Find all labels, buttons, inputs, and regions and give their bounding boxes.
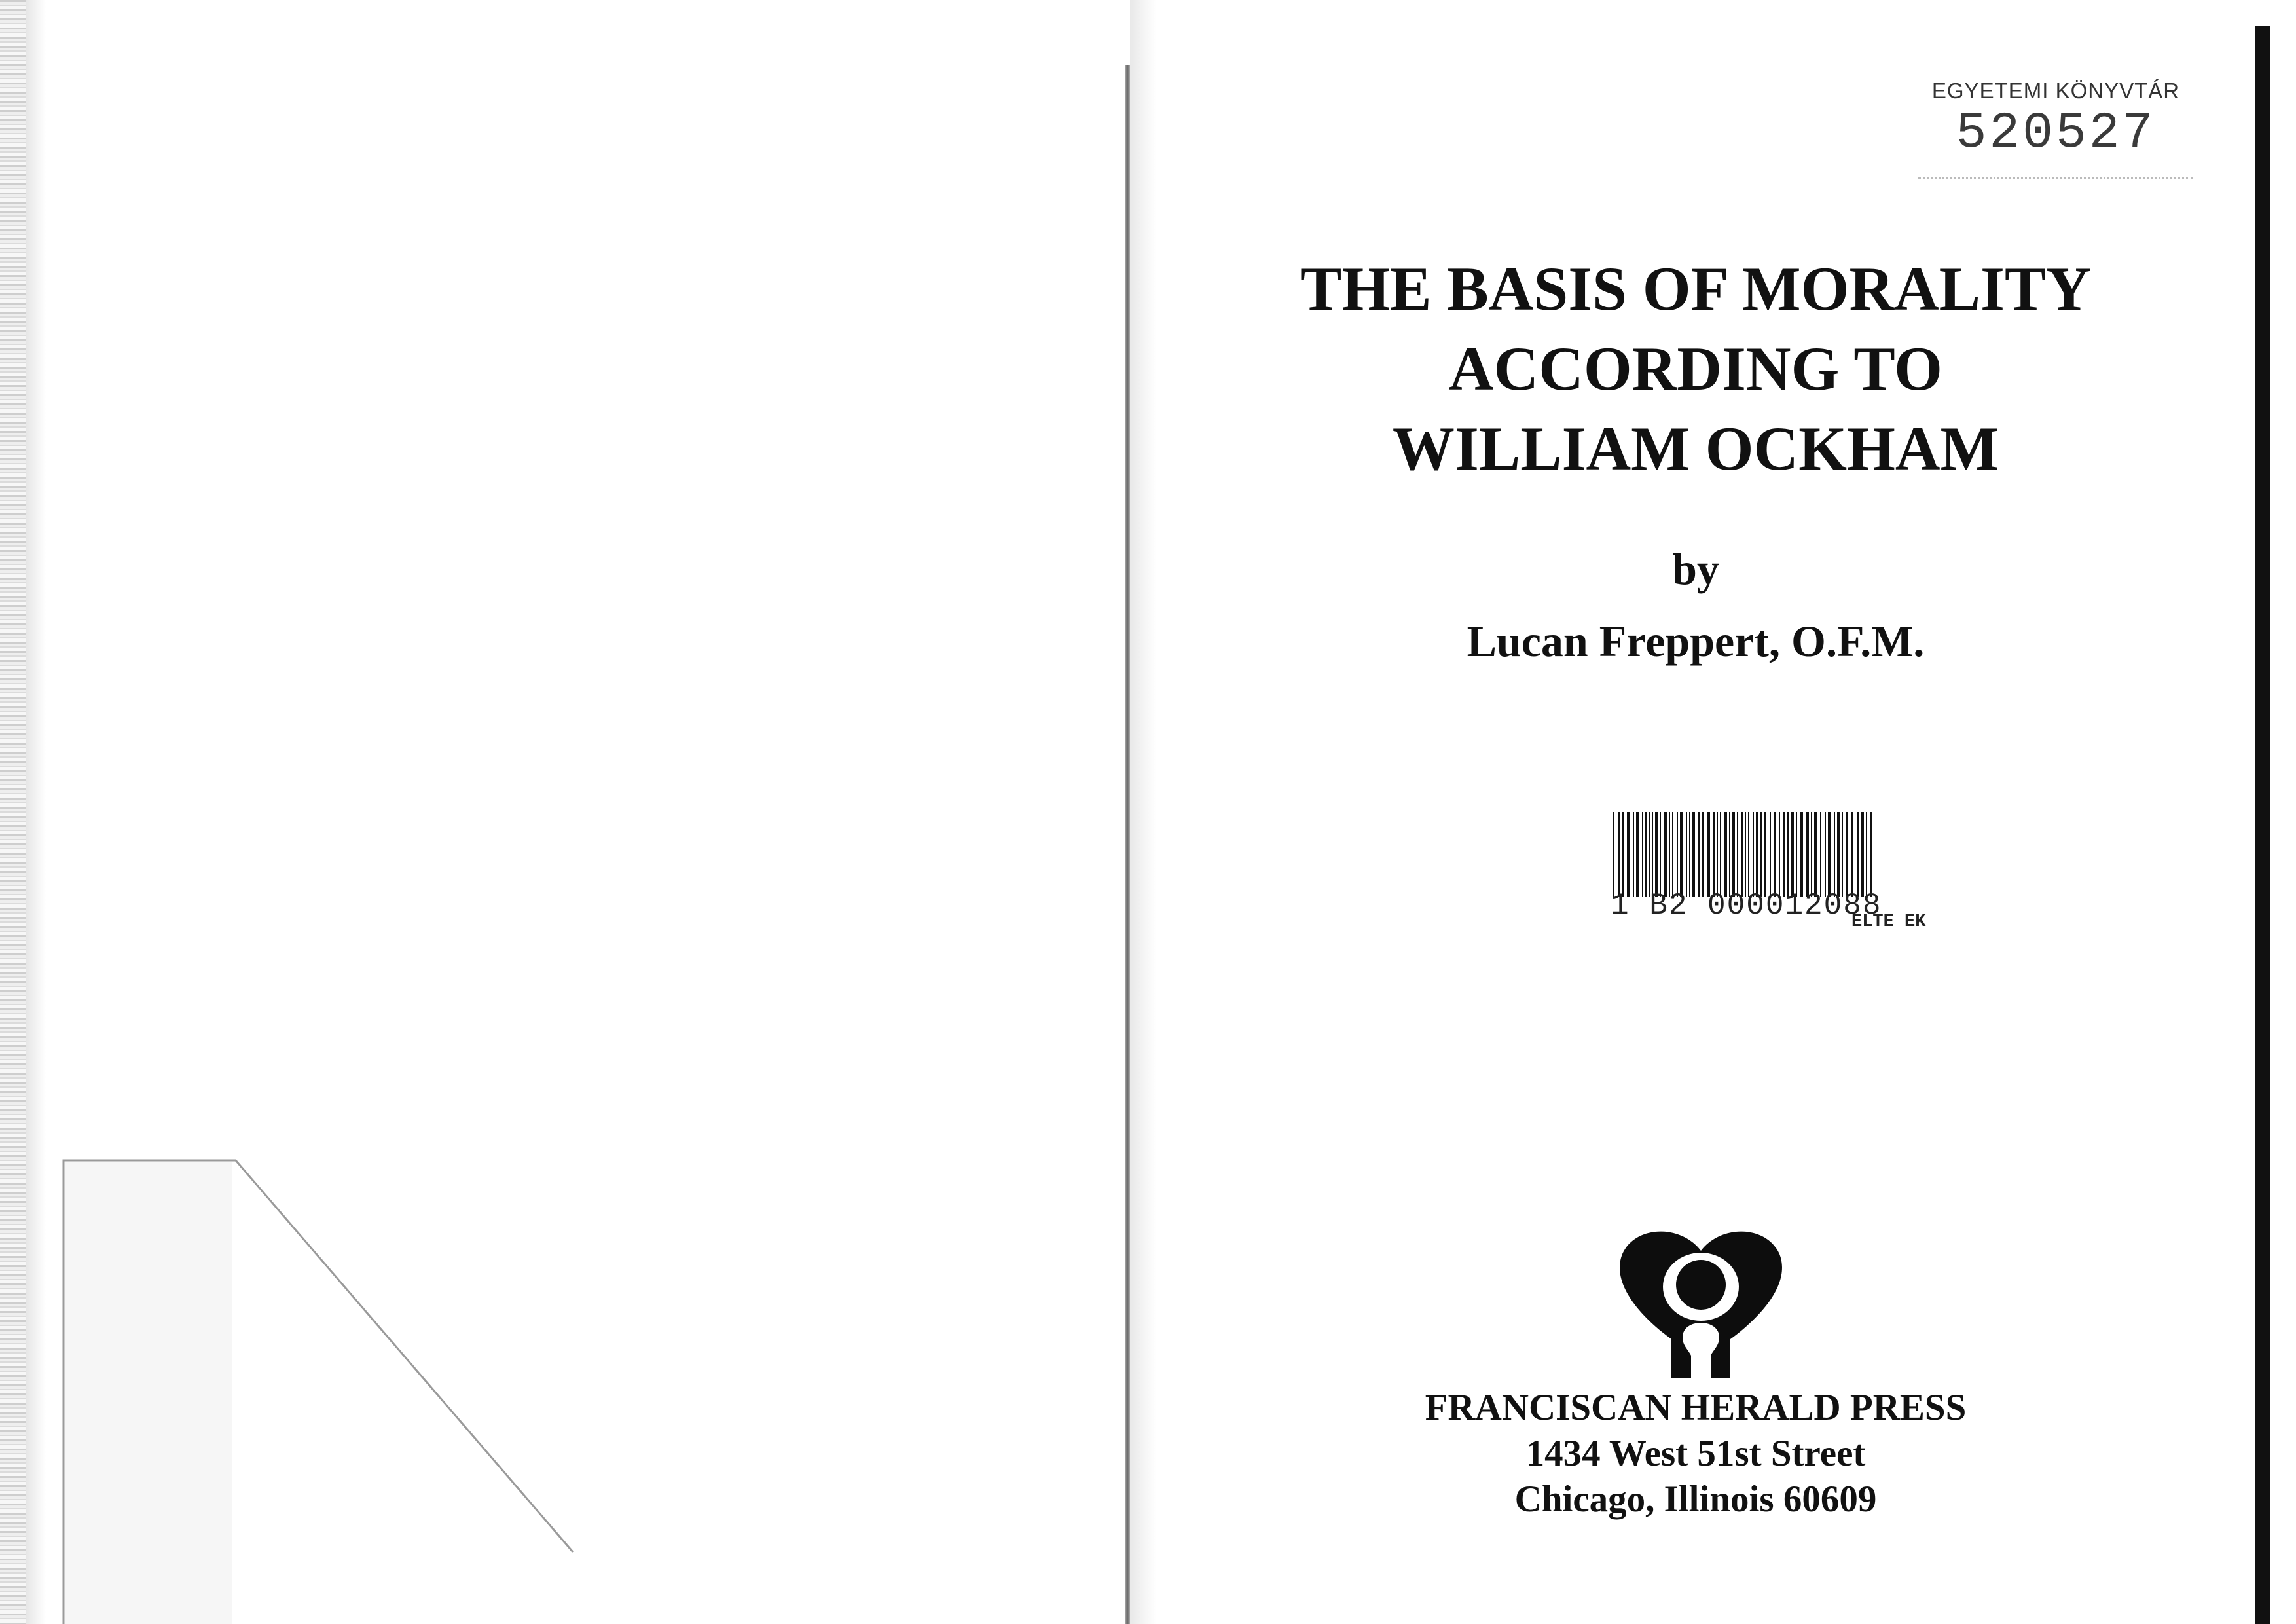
barcode-number: 1 B2 000012088 [1611,889,1882,923]
byline: by [1672,544,1719,594]
barcode-bar [1692,812,1695,897]
barcode-bar [1870,812,1872,897]
barcode-library-code: ELTE EK [1851,912,1926,932]
book-title [1244,249,2147,489]
barcode-bar [1729,812,1730,897]
publisher-street: 1434 West 51st Street [1525,1433,1866,1474]
barcode-bar [1724,812,1727,897]
barcode-bar [1618,812,1620,897]
publisher-city: Chicago, Illinois 60609 [1514,1479,1877,1520]
franciscan-herald-press-logo [1609,1225,1793,1382]
title-line-1: THE BASIS OF MORALITY [1300,254,2091,323]
barcode-bar [1825,812,1826,897]
publisher-block [1244,1385,2147,1522]
barcode-bar [1748,812,1749,897]
barcode-bar [1811,812,1812,897]
barcode-bar [1753,812,1754,897]
barcode-bar [1737,812,1738,897]
barcode-bar [1842,812,1843,897]
barcode-bar [1622,812,1624,897]
barcode-bar [1741,812,1743,897]
library-accession-number: 520527 [1956,105,2156,162]
barcode-bar [1828,812,1831,897]
barcode-bar [1720,812,1721,897]
barcode-bar [1664,812,1667,897]
barcode-bar [1633,812,1634,897]
publisher-name: FRANCISCAN HERALD PRESS [1425,1387,1967,1428]
barcode-bar [1745,812,1746,897]
library-stamp [1918,79,2193,183]
title-line-3: WILLIAM OCKHAM [1392,414,1999,483]
barcode-bar [1800,812,1803,897]
barcode-bar [1613,812,1614,897]
barcode-bar [1713,812,1715,897]
barcode-bar [1698,812,1700,897]
barcode-bar [1861,812,1864,897]
barcode-bar [1642,812,1643,897]
barcode-bar [1770,812,1771,897]
barcode-bar [1702,812,1704,897]
left-page-edge-scan-noise [0,0,26,1624]
right-page-edge [2255,26,2270,1624]
barcode-bar [1779,812,1780,897]
barcode-bar [1660,812,1661,897]
barcode-bar [1707,812,1710,897]
barcode-bar [1814,812,1817,897]
barcode-bar [1796,812,1797,897]
barcode-bar [1851,812,1853,897]
barcode-bar [1689,812,1690,897]
barcode-bar [1857,812,1859,897]
title-line-2: ACCORDING TO [1449,334,1942,403]
author-name: Lucan Freppert, O.F.M. [1467,616,1925,666]
barcode-bar [1764,812,1766,897]
barcode-bar [1756,812,1758,897]
barcode-bar [1652,812,1653,897]
barcode-bar [1645,812,1647,897]
barcode-bar [1820,812,1821,897]
barcode-bar [1680,812,1683,897]
library-pocket-outline [62,1159,606,1624]
left-blank-page [0,0,1129,1624]
barcode-bar [1655,812,1658,897]
barcode-bar [1783,812,1785,897]
barcode-bar [1774,812,1776,897]
barcode-bar [1717,812,1718,897]
barcode-bar [1787,812,1789,897]
barcode-bar [1732,812,1735,897]
barcode-bar [1866,812,1867,897]
barcode-bar [1677,812,1678,897]
stamp-dotted-line [1918,177,2193,179]
book-gutter [1125,65,1130,1624]
barcode-bar [1672,812,1673,897]
barcode-bar [1636,812,1639,897]
left-page-edge-shade [26,0,46,1624]
barcode-bar [1806,812,1809,897]
barcode-bar [1669,812,1670,897]
barcode-bar [1686,812,1687,897]
barcode-bar [1837,812,1840,897]
library-stamp-label: EGYETEMI KÖNYVTÁR [1931,79,2180,103]
barcode-bar [1791,812,1794,897]
barcode-bar [1649,812,1650,897]
barcode-bar [1627,812,1630,897]
barcode-bar [1834,812,1835,897]
barcode-bar [1760,812,1762,897]
barcode-bar [1846,812,1848,897]
